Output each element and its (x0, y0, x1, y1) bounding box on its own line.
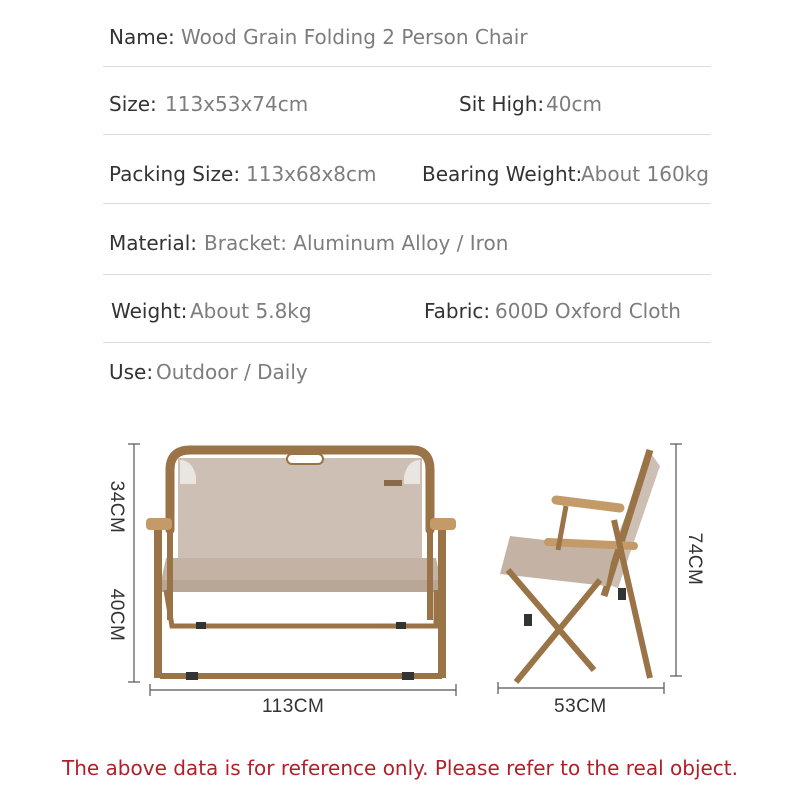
back-height-dimension: 34CM (106, 480, 127, 534)
double-chair-front-view (128, 444, 456, 696)
name-value: Wood Grain Folding 2 Person Chair (181, 25, 528, 49)
bearing-weight-value: About 160kg (581, 162, 709, 186)
chair-illustrations (0, 420, 800, 740)
sit-high-value: 40cm (546, 92, 602, 116)
spec-row-material (103, 204, 711, 275)
fabric-value: 600D Oxford Cloth (495, 299, 681, 323)
spec-row-size (103, 67, 711, 135)
weight-value: About 5.8kg (190, 299, 312, 323)
chair-side-view (498, 444, 682, 694)
fabric-label: Fabric: (424, 299, 491, 323)
use-value: Outdoor / Daily (156, 360, 308, 384)
use-label: Use: (109, 360, 154, 384)
size-value: 113x53x74cm (165, 92, 309, 116)
packing-size-value: 113x68x8cm (246, 162, 377, 186)
depth-dimension: 53CM (554, 696, 607, 717)
total-height-dimension: 74CM (684, 532, 705, 586)
seat-height-dimension: 40CM (106, 588, 127, 642)
material-label: Material: (109, 231, 197, 255)
name-label: Name: (109, 25, 175, 49)
packing-size-label: Packing Size: (109, 162, 241, 186)
bearing-weight-label: Bearing Weight: (422, 162, 583, 186)
spec-row-weight (103, 275, 711, 343)
width-dimension: 113CM (262, 696, 325, 717)
product-dimension-figure (0, 420, 800, 740)
weight-label: Weight: (111, 299, 188, 323)
spec-row-use (103, 343, 711, 399)
sit-high-label: Sit High: (459, 92, 545, 116)
size-label: Size: (109, 92, 157, 116)
spec-row-name (103, 0, 711, 67)
material-value: Bracket: Aluminum Alloy / Iron (204, 231, 509, 255)
reference-disclaimer: The above data is for reference only. Please refer to the real object. (62, 756, 738, 780)
spec-row-packing (103, 135, 711, 204)
